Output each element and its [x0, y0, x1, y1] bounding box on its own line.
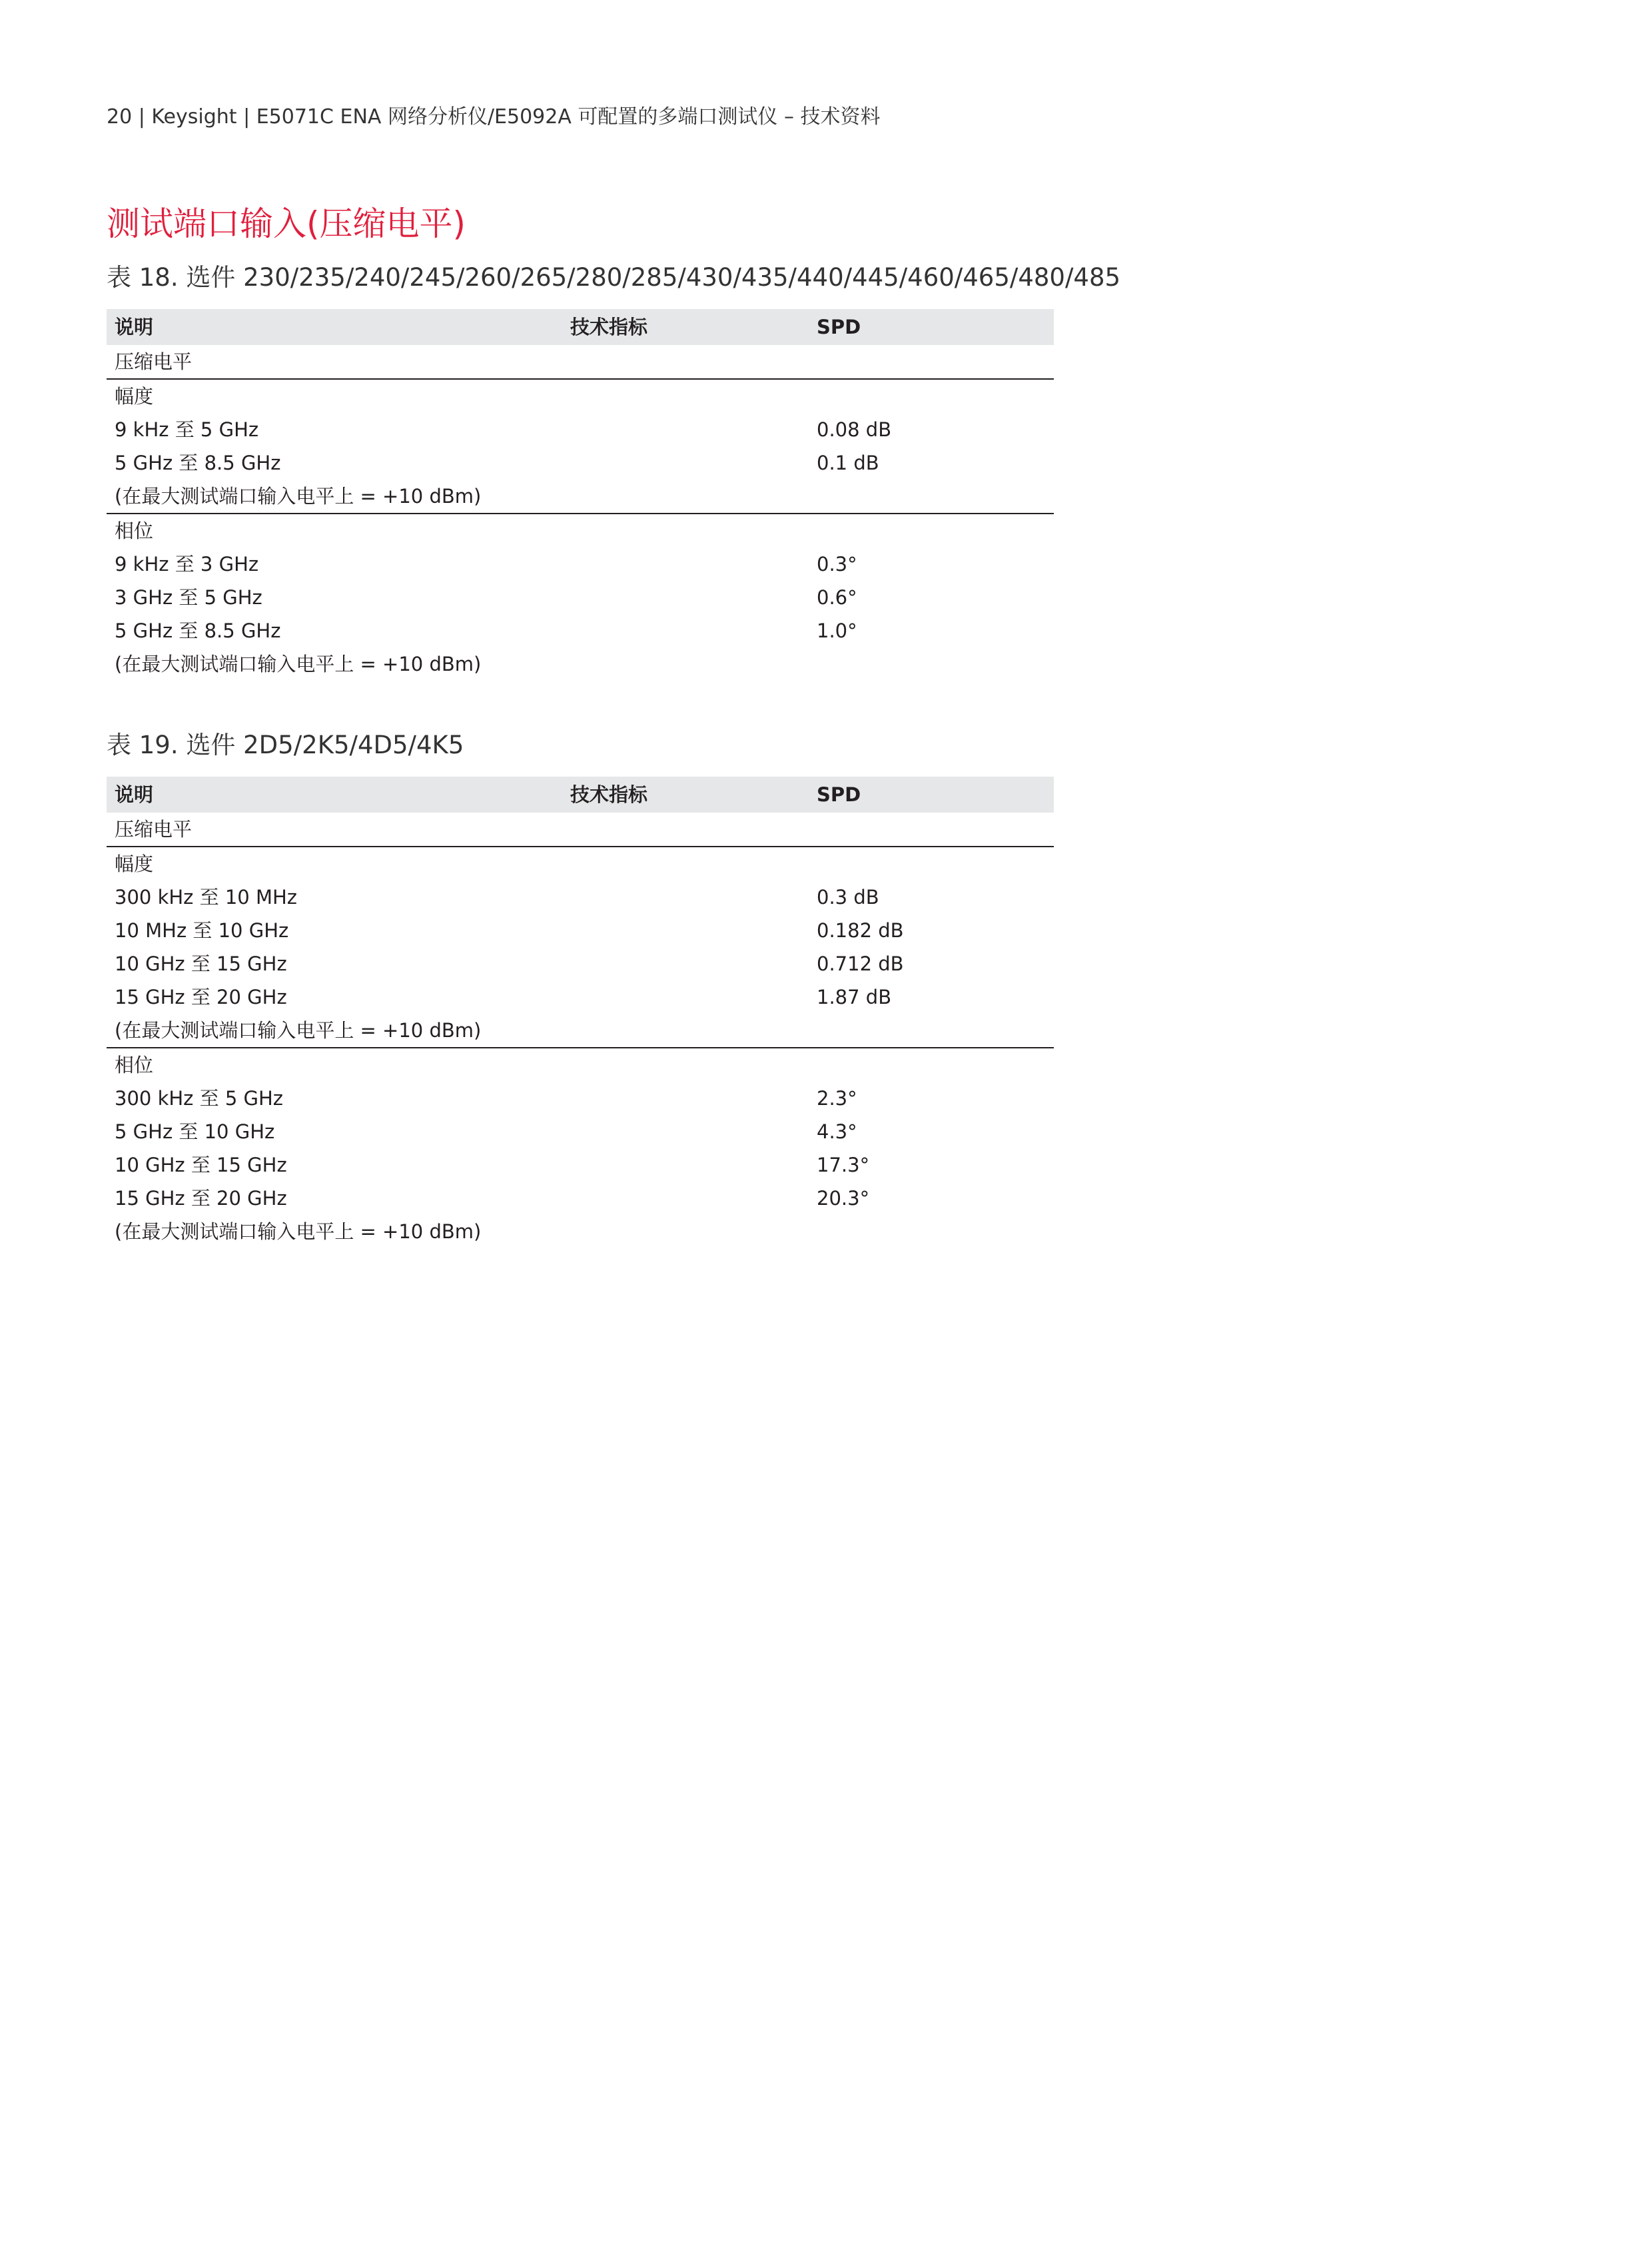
- table-18-caption: 表 18. 选件 230/235/240/245/260/265/280/285/430/435/440/445/460/465/480/485: [107, 263, 1121, 292]
- table-row: [107, 914, 1054, 947]
- group-row: [107, 813, 1054, 847]
- section-label-phase: 相位: [115, 520, 154, 542]
- row-description: 3 GHz 至 5 GHz: [115, 586, 262, 609]
- row-description: 300 kHz 至 5 GHz: [115, 1087, 283, 1110]
- column-header-spd: SPD: [817, 316, 861, 338]
- group-label: 压缩电平: [115, 350, 193, 373]
- section-title: 测试端口输入(压缩电平): [107, 204, 466, 243]
- section-label-row: [107, 380, 1054, 413]
- section-label-amplitude: 幅度: [115, 385, 154, 408]
- row-description: 5 GHz 至 8.5 GHz: [115, 452, 281, 474]
- row-spd: 4.3°: [817, 1120, 857, 1143]
- column-header-description: 说明: [115, 783, 154, 806]
- note-row: [107, 1014, 1054, 1048]
- row-spd: 20.3°: [817, 1187, 870, 1210]
- row-spd: 0.1 dB: [817, 452, 879, 474]
- row-note: (在最大测试端口输入电平上 = +10 dBm): [115, 1019, 482, 1042]
- row-spd: 0.3 dB: [817, 886, 879, 909]
- spec-table-18: [107, 309, 1054, 681]
- table-row: [107, 947, 1054, 980]
- row-spd: 1.0°: [817, 619, 857, 642]
- row-description: 9 kHz 至 5 GHz: [115, 418, 259, 441]
- section-label-row: [107, 847, 1054, 881]
- row-spd: 0.182 dB: [817, 919, 904, 942]
- row-spd: 17.3°: [817, 1154, 870, 1176]
- table-row: [107, 548, 1054, 581]
- row-spd: 0.6°: [817, 586, 857, 609]
- table-row: [107, 1148, 1054, 1182]
- table-row: [107, 413, 1054, 446]
- table-row: [107, 1115, 1054, 1148]
- group-label: 压缩电平: [115, 818, 193, 841]
- row-spd: 2.3°: [817, 1087, 857, 1110]
- row-note: (在最大测试端口输入电平上 = +10 dBm): [115, 485, 482, 508]
- section-label-row: [107, 1048, 1054, 1082]
- note-row: [107, 647, 1054, 681]
- table-row: [107, 1182, 1054, 1215]
- row-description: 15 GHz 至 20 GHz: [115, 986, 287, 1008]
- row-note: (在最大测试端口输入电平上 = +10 dBm): [115, 653, 482, 675]
- row-spd: 1.87 dB: [817, 986, 892, 1008]
- table-row: [107, 581, 1054, 614]
- table-row: [107, 614, 1054, 647]
- row-description: 5 GHz 至 8.5 GHz: [115, 619, 281, 642]
- row-description: 10 MHz 至 10 GHz: [115, 919, 289, 942]
- section-label-row: [107, 514, 1054, 548]
- row-spd: 0.3°: [817, 553, 857, 575]
- table-row: [107, 980, 1054, 1014]
- column-header-description: 说明: [115, 316, 154, 338]
- row-description: 5 GHz 至 10 GHz: [115, 1120, 275, 1143]
- column-header-spd: SPD: [817, 783, 861, 806]
- row-spd: 0.712 dB: [817, 952, 904, 975]
- row-note: (在最大测试端口输入电平上 = +10 dBm): [115, 1220, 482, 1243]
- section-label-phase: 相位: [115, 1054, 154, 1076]
- table-19-caption: 表 19. 选件 2D5/2K5/4D5/4K5: [107, 731, 464, 759]
- group-row: [107, 345, 1054, 380]
- table-row: [107, 1082, 1054, 1115]
- note-row: [107, 1215, 1054, 1248]
- table-row: [107, 881, 1054, 914]
- table-header-row: [107, 309, 1054, 345]
- row-description: 15 GHz 至 20 GHz: [115, 1187, 287, 1210]
- running-header: 20 | Keysight | E5071C ENA 网络分析仪/E5092A 可配置的多端口测试仪 – 技术资料: [107, 105, 881, 129]
- column-header-specification: 技术指标: [570, 783, 648, 806]
- table-header-row: [107, 777, 1054, 813]
- table-row: [107, 446, 1054, 480]
- row-description: 300 kHz 至 10 MHz: [115, 886, 297, 909]
- note-row: [107, 480, 1054, 514]
- spec-table-19: [107, 777, 1054, 1248]
- row-description: 9 kHz 至 3 GHz: [115, 553, 259, 575]
- row-spd: 0.08 dB: [817, 418, 892, 441]
- row-description: 10 GHz 至 15 GHz: [115, 952, 287, 975]
- section-label-amplitude: 幅度: [115, 853, 154, 875]
- column-header-specification: 技术指标: [570, 316, 648, 338]
- row-description: 10 GHz 至 15 GHz: [115, 1154, 287, 1176]
